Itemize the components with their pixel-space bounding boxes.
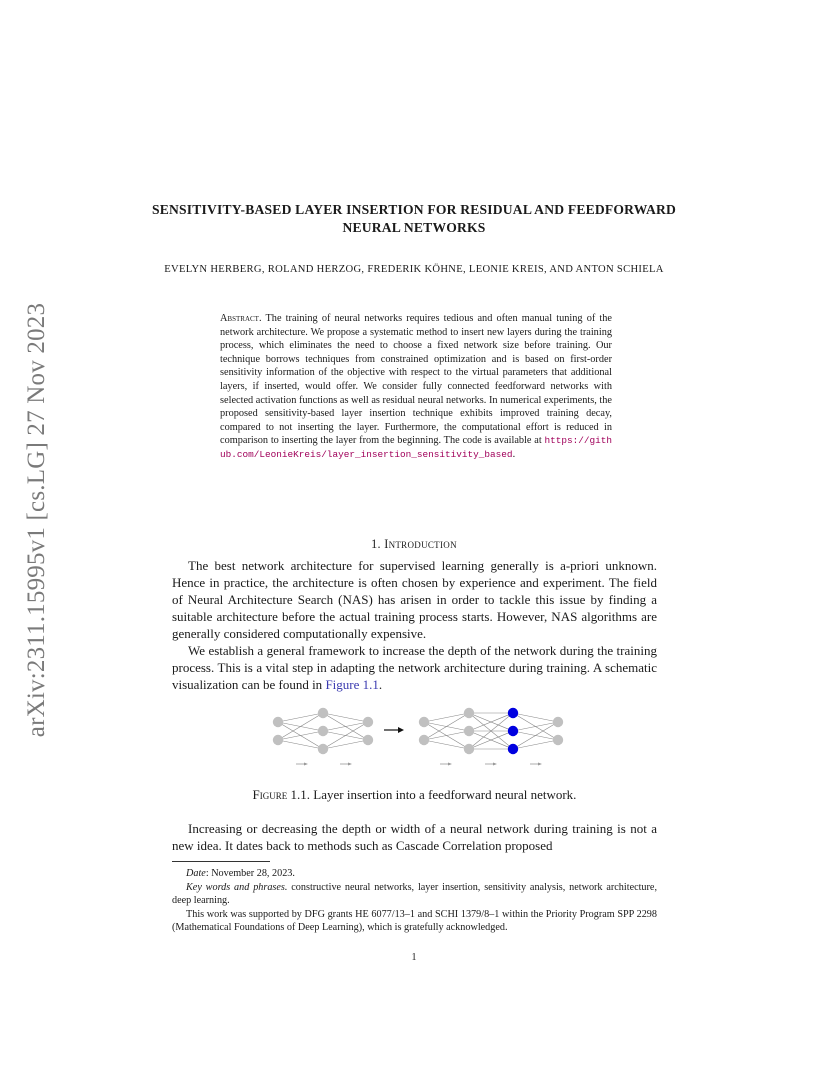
- layer-arrows: [296, 763, 542, 766]
- insertion-arrow-icon: [384, 727, 404, 733]
- arxiv-watermark: [20, 283, 54, 757]
- network-edge: [424, 731, 469, 740]
- neuron: [553, 735, 563, 745]
- neuron: [363, 735, 373, 745]
- section-number: 1.: [371, 537, 381, 551]
- network-edge: [323, 722, 368, 731]
- abstract-end: .: [512, 448, 516, 460]
- network-nodes: [273, 708, 563, 754]
- paper-title: SENSITIVITY-BASED LAYER INSERTION FOR RESIDUAL AND FEEDFORWARD NEURAL NETWORKS: [151, 202, 677, 235]
- figure-caption-text: Layer insertion into a feedforward neural network.: [313, 787, 577, 802]
- arxiv-id: arXiv:2311.15995v1 [cs.LG] 27 Nov 2023: [23, 302, 50, 738]
- layer-insertion-figure: [262, 702, 572, 774]
- neuron: [419, 717, 429, 727]
- footnote-date-label: Date: [186, 868, 206, 879]
- code-link[interactable]: https://github.com/LeonieKreis/layer_insertion_sensitivity_based: [220, 435, 612, 460]
- body-text-continued: [172, 820, 657, 854]
- footnote-funding: This work was supported by DFG grants HE 6077/13–1 and SCHI 1379/8–1 within the Priority Program SPP 2298 (Mathematical Foundations of Deep Learning), which is gratefully acknowledged.: [172, 908, 657, 933]
- neuron: [318, 726, 328, 736]
- network-edge: [323, 740, 368, 749]
- inserted-neuron: [508, 708, 518, 718]
- network-edge: [513, 740, 558, 749]
- figure-caption-label: Figure 1.1.: [252, 787, 311, 802]
- neuron: [553, 717, 563, 727]
- inserted-neuron: [508, 744, 518, 754]
- inserted-neuron: [508, 726, 518, 736]
- author-list: EVELYN HERBERG, ROLAND HERZOG, FREDERIK KÖHNE, LEONIE KREIS, AND ANTON SCHIELA: [164, 264, 664, 275]
- footnote-keywords: [172, 881, 657, 908]
- neuron: [363, 717, 373, 727]
- abstract-text: The training of neural networks requires tedious and often manual tuning of the network architecture. We propose a systematic method to insert new layers during the training process, which eliminates the need to choose a fixed network size before training. Our technique borrows techniques from constrained optimization and is based on first-order sensitivity information of the objective with respect to the virtual parameters that additional layers, if inserted, would offer. We consider fully connected feedforward networks with selected activation functions as well as residual neural networks. In numerical experiments, the proposed sensitivity-based layer insertion technique exhibits improved training decay, compared to not inserting the layer. Furthermore, the computational effort is reduced in comparison to inserting the layer from the beginning. The code is available at: [220, 313, 612, 447]
- small-arrow-icon: [340, 763, 352, 766]
- neuron: [419, 735, 429, 745]
- neuron: [318, 708, 328, 718]
- network-edge: [513, 713, 558, 722]
- footnote-keywords-label: Key words and phrases.: [186, 881, 288, 893]
- network-edge: [513, 722, 558, 731]
- abstract: [220, 312, 612, 462]
- paragraph-2: [172, 642, 657, 693]
- network-edge: [424, 740, 469, 749]
- small-arrow-icon: [296, 763, 308, 766]
- neuron: [464, 708, 474, 718]
- intro-text: [172, 557, 657, 693]
- neuron: [273, 735, 283, 745]
- section-heading: [130, 537, 698, 552]
- network-edge: [323, 713, 368, 722]
- paragraph-3: Increasing or decreasing the depth or width of a neural network during training is not a new idea. It dates back to methods such as Cascade Correlation proposed: [172, 821, 657, 853]
- figure-caption: [172, 787, 657, 803]
- network-edge: [424, 713, 469, 740]
- network-edge: [424, 713, 469, 722]
- neuron: [464, 744, 474, 754]
- network-edge: [513, 722, 558, 749]
- footnotes: [172, 867, 657, 935]
- network-edge: [278, 740, 323, 749]
- paragraph-2-text: We establish a general framework to increase the depth of the network during the training process. This is a vital step in adapting the network architecture during training. A schematic visualization can be found in: [172, 643, 657, 692]
- neuron: [273, 717, 283, 727]
- paragraph-2-end: .: [378, 677, 383, 692]
- footnote-keywords-text: constructive neural networks, layer insertion, sensitivity analysis, network architecture, deep learning.: [172, 881, 657, 906]
- footnote-rule: [172, 861, 270, 862]
- abstract-label: Abstract.: [220, 313, 262, 324]
- small-arrow-icon: [440, 763, 452, 766]
- network-edge: [278, 731, 323, 740]
- small-arrow-icon: [485, 763, 497, 766]
- neuron: [464, 726, 474, 736]
- network-edge: [278, 713, 323, 722]
- paragraph-1: The best network architecture for supervised learning generally is a-priori unknown. Hence in practice, the architecture is often chosen by experience and experiment. The field of Neural Architecture Search (NAS) has arisen in order to tackle this issue by finding a suitable architecture before the actual training process starts. However, NAS algorithms are generally considered computationally expensive.: [172, 558, 657, 641]
- section-title: Introduction: [384, 537, 457, 551]
- neuron: [318, 744, 328, 754]
- figure-reference-link[interactable]: Figure 1.1: [325, 677, 379, 692]
- page-number: 1: [411, 952, 417, 963]
- network-edge: [278, 713, 323, 740]
- footnote-date: [172, 867, 657, 881]
- network-edge: [323, 722, 368, 749]
- small-arrow-icon: [530, 763, 542, 766]
- footnote-date-value: : November 28, 2023.: [205, 868, 295, 879]
